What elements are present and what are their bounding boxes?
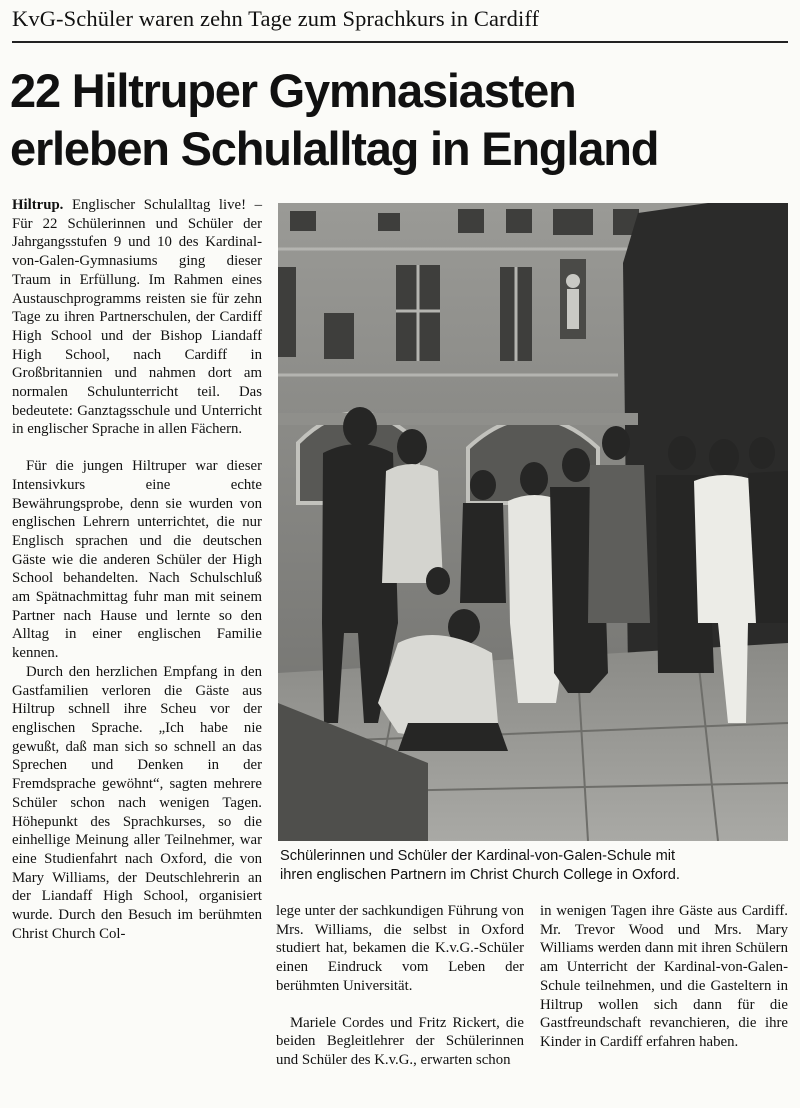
article-column-2 xyxy=(276,902,524,1070)
headline-line-2: erleben Schulalltag in England xyxy=(10,122,659,175)
caption-line-2: ihren englischen Partnern im Christ Church College in Oxford. xyxy=(280,867,680,883)
article-paragraph-1 xyxy=(12,196,262,439)
kicker: KvG-Schüler waren zehn Tage zum Sprachkurs in Cardiff xyxy=(12,6,540,31)
headline-line-1: 22 Hiltruper Gymnasiasten xyxy=(10,64,576,117)
article-paragraph-3: Durch den herzlichen Empfang in den Gastfamilien verloren die Gäste aus Hiltrup schnell ihre Scheu vor der englischen Sprache. „Ich habe nie gewußt, daß man sich so schnell an das Sprechen und Denken in der Fremdsprache gewöhnt“, sagten mehrere Schüler schon nach wenigen Tagen. Höhepunkt des Sprachkurses, so die einhellige Meinung aller Teilnehmer, war eine Studienfahrt nach Oxford, die von Mary Williams, der Deutschlehrerin an der Liandaff High School, organisiert wurde. Durch den Besuch im berühmten Christ Church Col- xyxy=(12,663,262,942)
kicker-rule xyxy=(12,41,788,43)
article-column-1 xyxy=(12,196,262,943)
photo-caption xyxy=(280,847,790,885)
dateline: Hiltrup. xyxy=(12,197,64,213)
caption-line-1: Schülerinnen und Schüler der Kardinal-von-Galen-Schule mit xyxy=(280,848,676,864)
article-paragraph-4-continued: in wenigen Tagen ihre Gäste aus Cardiff. Mr. Trevor Wood und Mrs. Mary Williams werden dann mit ihren Schülern am Unterricht der Kardinal-von-Galen-Schule teilnehmen, und die Gasteltern in Hiltrup wollen sich dann für die Gastfreundschaft revanchieren, die ihre Kinder in Cardiff erfahren haben. xyxy=(540,903,788,1050)
paragraph-1-text: Englischer Schulalltag live! – Für 22 Schülerinnen und Schüler der Jahrgangsstufen 9 und 10 des Kardinal-von-Galen-Gymnasiums ging dieser Traum in Erfüllung. Im Rahmen eines Austauschprogramms reisten sie für zehn Tage zu ihren Partnerschulen, der Cardiff High School und der Bishop Liandaff High School, nach Cardiff in Großbritannien und nahmen dort am normalen Schulunterricht teil. Das bedeutete: Ganztagsschule und Unterricht in englischer Sprache in allen Fächern. xyxy=(12,197,262,438)
article-paragraph-2: Für die jungen Hiltruper war dieser Intensivkurs eine echte Bewährungsprobe, denn sie wurden von englischen Lehrern unterrichtet, die nur Englisch sprachen und die deutschen Gäste wie die anderen Schüler der High School behandelten. Nach Schulschluß am Spätnachmittag fuhr man mit seinem Partner nach Hause und lernte so den Alltag in einer englischen Familie kennen. xyxy=(12,458,262,662)
headline xyxy=(10,62,790,178)
article-column-3 xyxy=(540,902,788,1052)
article-paragraph-4: Mariele Cordes und Fritz Rickert, die beiden Begleitlehrer der Schülerinnen und Schüler des K.v.G., erwarten schon xyxy=(276,1014,524,1068)
article-paragraph-3-continued: lege unter der sachkundigen Führung von Mrs. Williams, die selbst in Oxford studiert hat, bekamen die K.v.G.-Schüler einen Eindruck vom Leben der berühmten Universität. xyxy=(276,903,524,994)
group-photo xyxy=(278,203,788,841)
